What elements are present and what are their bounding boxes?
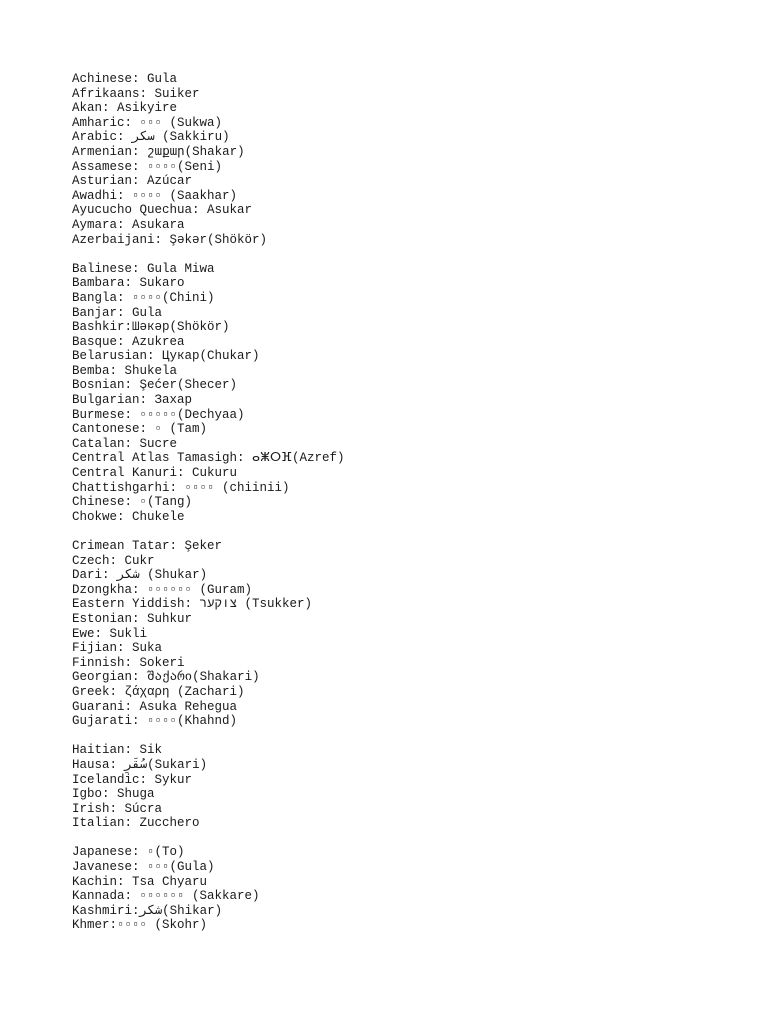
list-item: Gujarati: ▫▫▫▫(Khahnd) [72,714,238,729]
list-item: Igbo: Shuga [72,787,155,802]
list-item: Aymara: Asukara [72,217,185,232]
list-item: Asturian: Azúcar [72,174,193,189]
list-item: Chokwe: Chukele [72,509,185,524]
list-item: Georgian: შაქარი(Shakari) [72,670,260,685]
list-item: Arabic: سكر (Sakkiru) [72,130,230,145]
list-item: Assamese: ▫▫▫▫(Seni) [72,159,223,174]
list-item: Chattishgarhi: ▫▫▫▫ (chiinii) [72,480,290,495]
list-item: Dzongkha: ▫▫▫▫▫▫ (Guram) [72,582,253,597]
list-item: Akan: Asikyire [72,101,178,116]
list-item: Kannada: ▫▫▫▫▫▫ (Sakkare) [72,889,260,904]
list-item: Bemba: Shukela [72,363,178,378]
list-item: Finnish: Sokeri [72,655,185,670]
language-group-b [72,262,732,525]
list-item: Fijian: Suka [72,641,163,656]
list-item: Burmese: ▫▫▫▫▫(Dechyaa) [72,407,245,422]
list-item: Kachin: Tsa Chyaru [72,874,208,889]
list-item: Azerbaijani: Şəkər(Shökör) [72,232,268,247]
language-group-e [72,845,732,933]
list-item: Javanese: ▫▫▫(Gula) [72,860,215,875]
list-item: Crimean Tatar: Şeker [72,539,223,553]
list-item: Czech: Cukr [72,553,155,568]
list-item: Estonian: Suhkur [72,611,193,626]
list-item: Bulgarian: Захар [72,393,193,408]
list-item: Icelandic: Sykur [72,772,193,787]
list-item: Guarani: Asuka Rehegua [72,699,238,714]
list-item: Bambara: Sukaro [72,276,185,291]
list-item: Catalan: Sucre [72,436,178,451]
list-item: Irish: Súcra [72,801,163,816]
list-item: Greek: ζάχαρη (Zachari) [72,684,245,699]
list-item: Bangla: ▫▫▫▫(Chini) [72,290,215,305]
list-item: Achinese: Gula [72,72,178,86]
document-page [72,72,732,948]
list-item: Hausa: سُقَرِ(Sukari) [72,757,208,772]
list-item: Basque: Azukrea [72,334,185,349]
list-item: Haitian: Sik [72,743,163,758]
language-group-c [72,539,732,729]
list-item: Ewe: Sukli [72,626,148,641]
list-item: Balinese: Gula Miwa [72,261,215,276]
language-group-d [72,743,732,831]
list-item: Bosnian: Şećer(Shecer) [72,378,238,393]
list-item: Eastern Yiddish: צוקער (Tsukker) [72,597,313,612]
language-group-a [72,72,732,247]
list-item: Italian: Zucchero [72,816,200,831]
list-item: Armenian: շաքար(Shakar) [72,144,245,159]
list-item: Belarusian: Цукар(Chukar) [72,349,260,364]
list-item: Chinese: ▫(Tang) [72,495,193,510]
list-item: Banjar: Gula [72,305,163,320]
list-item: Kashmiri:شکر(Shikar) [72,903,223,918]
list-item: Central Kanuri: Cukuru [72,466,238,481]
list-item: Japanese: ▫(To) [72,845,185,860]
list-item: Cantonese: ▫ (Tam) [72,422,208,437]
list-item: Bashkir:Шәкәр(Shökör) [72,320,230,335]
list-item: Ayucucho Quechua: Asukar [72,203,253,218]
list-item: Awadhi: ▫▫▫▫ (Saakhar) [72,188,238,203]
list-item: Khmer:▫▫▫▫ (Skohr) [72,918,208,933]
list-item: Central Atlas Tamasigh: ⴰⵥⵔⴼ(Azref) [72,451,345,466]
list-item: Amharic: ▫▫▫ (Sukwa) [72,115,223,130]
list-item: Afrikaans: Suiker [72,86,200,101]
list-item: Dari: شکر (Shukar) [72,568,208,583]
